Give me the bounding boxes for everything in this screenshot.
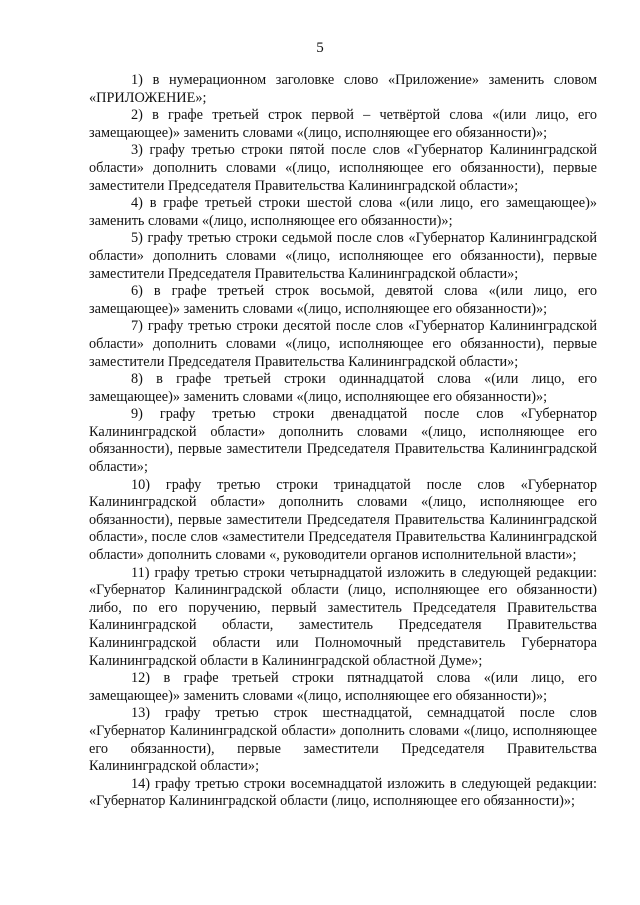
page-number: 5 xyxy=(316,40,324,56)
paragraph-item-12: 12) в графе третьей строки пятнадцатой слова «(или лицо, его замещающее)» заменить словами «(лицо, исполняющее его обязанности)»; xyxy=(89,670,597,704)
paragraph-item-1: 1) в нумерационном заголовке слово «Приложение» заменить словом «ПРИЛОЖЕНИЕ»; xyxy=(89,72,597,106)
paragraph-item-9: 9) графу третью строки двенадцатой после слов «Губернатор Калининградской области» дополнить словами «(лицо, исполняющее его обязанности), первые заместители Председателя Правительства Калининградской области»; xyxy=(89,406,597,476)
paragraph-item-11: 11) графу третью строки четырнадцатой изложить в следующей редакции: «Губернатор Калининградской области (лицо, исполняющее его обязанности) либо, по его поручению, первый заместитель Председателя Правительства Калининградской области, заместитель Председателя Правительства Калининградской области или Полномочный представитель Губернатора Калининградской области в Калининградской областной Думе»; xyxy=(89,564,597,669)
paragraph-item-6: 6) в графе третьей строк восьмой, девятой слова «(или лицо, его замещающее)» заменить словами «(лицо, исполняющее его обязанности)»; xyxy=(89,283,597,317)
paragraph-item-10: 10) графу третью строки тринадцатой после слов «Губернатор Калининградской области» дополнить словами «(лицо, исполняющее его обязанности), первые заместители Председателя Правительства Калининградской области», после слов «заместители Председателя Правительства Калининградской области» дополнить словами «, руководители органов исполнительной власти»; xyxy=(89,476,597,564)
paragraph-item-13: 13) графу третью строк шестнадцатой, семнадцатой после слов «Губернатор Калининградской области» дополнить словами «(лицо, исполняющее его обязанности), первые заместители Председателя Правительства Калининградской области»; xyxy=(89,705,597,775)
paragraph-item-8: 8) в графе третьей строки одиннадцатой слова «(или лицо, его замещающее)» заменить словами «(лицо, исполняющее его обязанности)»; xyxy=(89,371,597,405)
paragraph-item-14: 14) графу третью строки восемнадцатой изложить в следующей редакции: «Губернатор Калининградской области (лицо, исполняющее его обязанности)»; xyxy=(89,775,597,810)
paragraph-item-4: 4) в графе третьей строки шестой слова «(или лицо, его замещающее)» заменить словами «(лицо, исполняющее его обязанности)»; xyxy=(89,195,597,229)
document-body xyxy=(89,72,597,811)
paragraph-item-5: 5) графу третью строки седьмой после слов «Губернатор Калининградской области» дополнить словами «(лицо, исполняющее его обязанности), первые заместители Председателя Правительства Калининградской области»; xyxy=(89,230,597,282)
paragraph-item-2: 2) в графе третьей строк первой – четвёртой слова «(или лицо, его замещающее)» заменить словами «(лицо, исполняющее его обязанности)»; xyxy=(89,107,597,141)
paragraph-item-7: 7) графу третью строки десятой после слов «Губернатор Калининградской области» дополнить словами «(лицо, исполняющее его обязанности), первые заместители Председателя Правительства Калининградской области»; xyxy=(89,318,597,370)
paragraph-item-3: 3) графу третью строки пятой после слов «Губернатор Калининградской области» дополнить словами «(лицо, исполняющее его обязанности), первые заместители Председателя Правительства Калининградской области»; xyxy=(89,142,597,194)
